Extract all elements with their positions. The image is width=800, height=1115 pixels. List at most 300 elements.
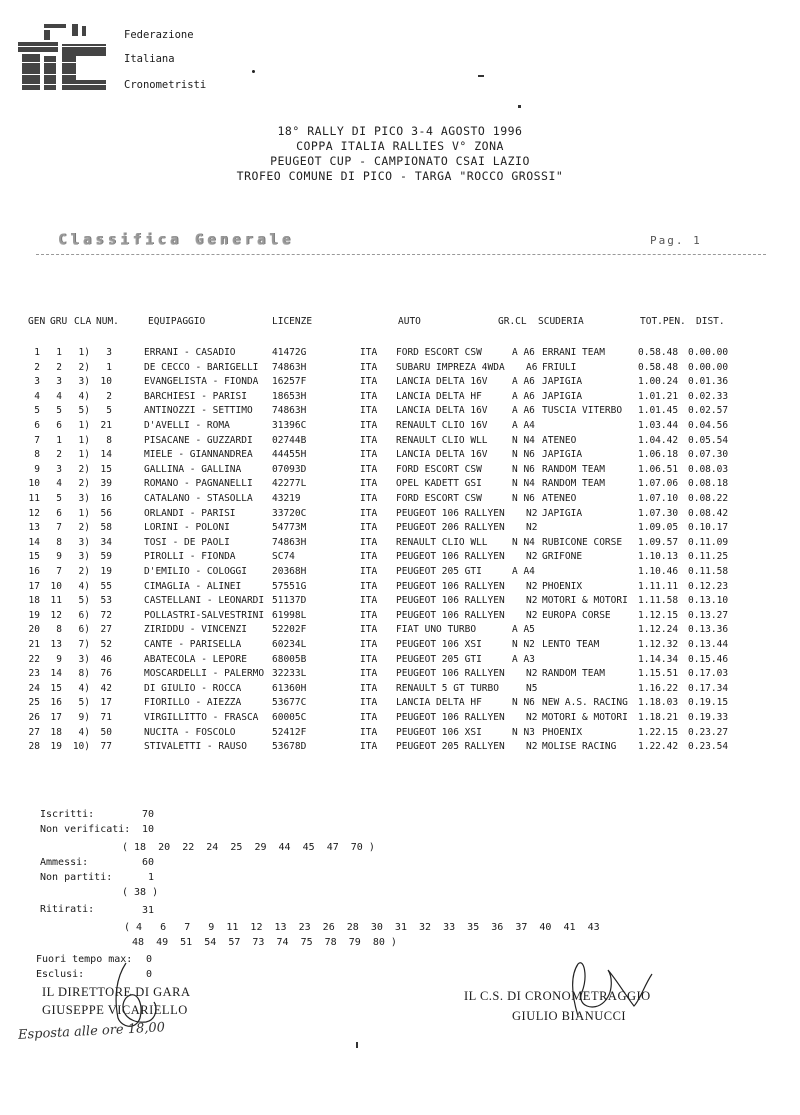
table-row bbox=[0, 419, 800, 433]
cell-auto: RENAULT CLIO 16V bbox=[396, 420, 488, 431]
cell-gru: 7 bbox=[56, 566, 62, 577]
cell-nation: ITA bbox=[360, 566, 378, 577]
cell-gen: 13 bbox=[28, 522, 40, 534]
cell-cla: 4) bbox=[78, 580, 90, 592]
cell-gen: 21 bbox=[28, 639, 40, 650]
cell-gen: 22 bbox=[28, 653, 40, 665]
cell-num: 8 bbox=[106, 434, 112, 446]
table-row bbox=[0, 638, 800, 652]
cell-gru: 10 bbox=[50, 580, 62, 592]
table-row bbox=[0, 463, 800, 477]
cell-equipaggio: CANTE - PARISELLA bbox=[144, 639, 242, 650]
cell-gen: 4 bbox=[34, 390, 40, 402]
cell-licenze: 60234L bbox=[272, 639, 307, 650]
cell-gru: 18 bbox=[50, 726, 62, 738]
scan-speck bbox=[518, 105, 521, 108]
table-row bbox=[0, 361, 800, 375]
event-subtitle-2: PEUGEOT CUP - CAMPIONATO CSAI LAZIO bbox=[270, 154, 530, 168]
ritirati-list-1: ( 4 6 7 9 11 12 13 23 26 28 30 31 32 33 35 36 37 40 41 43 bbox=[124, 922, 600, 933]
nonpartiti-list: ( 38 ) bbox=[122, 887, 159, 898]
cell-totpen: 1.00.24 bbox=[638, 376, 679, 388]
cell-grcl: N2 bbox=[526, 741, 538, 753]
cell-dist: 0.23.27 bbox=[688, 726, 729, 738]
cell-auto: PEUGEOT 106 RALLYEN bbox=[396, 609, 505, 621]
cell-num: 42 bbox=[100, 682, 112, 694]
cell-gru: 9 bbox=[56, 653, 62, 665]
cell-auto: FORD ESCORT CSW bbox=[396, 493, 482, 504]
cell-cla: 4) bbox=[78, 390, 90, 402]
title-divider bbox=[36, 254, 766, 255]
cell-licenze: 20368H bbox=[272, 566, 307, 577]
director-name: GIUSEPPE VICARIELLO bbox=[42, 1003, 188, 1017]
cell-cla: 4) bbox=[78, 682, 90, 694]
cell-equipaggio: STIVALETTI - RAUSO bbox=[144, 741, 247, 753]
cell-num: 55 bbox=[100, 580, 112, 592]
cell-licenze: 61998L bbox=[272, 609, 307, 621]
cell-dist: 0.13.10 bbox=[688, 595, 729, 607]
cell-nation: ITA bbox=[360, 434, 378, 446]
table-row bbox=[0, 390, 800, 404]
cell-gen: 25 bbox=[28, 697, 40, 709]
cell-grcl: N2 bbox=[526, 668, 538, 680]
cell-totpen: 1.12.32 bbox=[638, 639, 679, 650]
table-row bbox=[0, 623, 800, 637]
cell-nation: ITA bbox=[360, 580, 378, 592]
cell-cla: 2) bbox=[78, 478, 90, 490]
cell-scuderia: MOTORI & MOTORI bbox=[542, 595, 628, 607]
cell-grcl: N2 bbox=[526, 580, 538, 592]
cell-equipaggio: TOSI - DE PAOLI bbox=[144, 536, 230, 548]
cell-totpen: 1.22.42 bbox=[638, 741, 679, 753]
cell-gen: 23 bbox=[28, 668, 40, 680]
cell-equipaggio: BARCHIESI - PARISI bbox=[144, 390, 247, 402]
director-title: IL DIRETTORE DI GARA bbox=[42, 985, 191, 999]
cell-scuderia: FRIULI bbox=[542, 361, 577, 373]
cell-scuderia: JAPIGIA bbox=[542, 376, 583, 388]
ammessi-label: Ammessi: bbox=[40, 857, 89, 868]
cell-nation: ITA bbox=[360, 697, 378, 709]
cell-totpen: 1.07.10 bbox=[638, 493, 679, 504]
cell-dist: 0.04.56 bbox=[688, 420, 729, 431]
cell-num: 27 bbox=[100, 624, 112, 636]
cell-cla: 10) bbox=[72, 741, 90, 753]
cell-num: 19 bbox=[100, 566, 112, 577]
cell-equipaggio: PIROLLI - FIONDA bbox=[144, 551, 236, 563]
cell-equipaggio: CIMAGLIA - ALINEI bbox=[144, 580, 242, 592]
cell-equipaggio: ANTINOZZI - SETTIMO bbox=[144, 405, 253, 417]
cell-nation: ITA bbox=[360, 726, 378, 738]
cell-gru: 1 bbox=[56, 347, 62, 358]
table-row bbox=[0, 375, 800, 389]
cell-num: 16 bbox=[100, 493, 112, 504]
cell-licenze: 07093D bbox=[272, 463, 307, 475]
cell-totpen: 1.07.30 bbox=[638, 507, 679, 519]
cell-num: 56 bbox=[100, 507, 112, 519]
scan-speck bbox=[478, 75, 484, 77]
cell-auto: FORD ESCORT CSW bbox=[396, 463, 482, 475]
cell-num: 72 bbox=[100, 609, 112, 621]
cell-nation: ITA bbox=[360, 624, 378, 636]
cell-scuderia: ATENEO bbox=[542, 493, 577, 504]
cell-auto: PEUGEOT 106 RALLYEN bbox=[396, 668, 505, 680]
cell-equipaggio: LORINI - POLONI bbox=[144, 522, 230, 534]
cell-nation: ITA bbox=[360, 507, 378, 519]
table-row bbox=[0, 550, 800, 564]
cell-licenze: 68005B bbox=[272, 653, 307, 665]
table-row bbox=[0, 492, 800, 506]
cell-num: 2 bbox=[106, 390, 112, 402]
cell-equipaggio: NUCITA - FOSCOLO bbox=[144, 726, 236, 738]
cell-licenze: 31396C bbox=[272, 420, 307, 431]
fuori-tempo-label: Fuori tempo max: bbox=[36, 954, 133, 965]
col-licenze: LICENZE bbox=[272, 316, 313, 327]
cell-scuderia: NEW A.S. RACING bbox=[542, 697, 628, 709]
cell-gen: 18 bbox=[28, 595, 40, 607]
cell-dist: 0.08.18 bbox=[688, 478, 729, 490]
cell-gru: 11 bbox=[50, 595, 62, 607]
ritirati-list-2: 48 49 51 54 57 73 74 75 78 79 80 ) bbox=[132, 937, 397, 948]
cell-dist: 0.19.33 bbox=[688, 712, 729, 723]
cell-gru: 19 bbox=[50, 741, 62, 753]
cell-licenze: 41472G bbox=[272, 347, 307, 358]
table-row bbox=[0, 346, 800, 360]
cell-scuderia: RUBICONE CORSE bbox=[542, 536, 623, 548]
cell-auto: PEUGEOT 106 RALLYEN bbox=[396, 580, 505, 592]
cell-nation: ITA bbox=[360, 493, 378, 504]
cell-equipaggio: MOSCARDELLI - PALERMO bbox=[144, 668, 265, 680]
cell-grcl: A A4 bbox=[512, 420, 535, 431]
nonpartiti-value: 1 bbox=[148, 872, 155, 883]
cell-gru: 9 bbox=[56, 551, 62, 563]
cell-totpen: 1.04.42 bbox=[638, 434, 679, 446]
col-auto: AUTO bbox=[398, 316, 421, 327]
handwritten-note: Esposta alle ore 18,00 bbox=[17, 1020, 166, 1043]
cell-auto: RENAULT 5 GT TURBO bbox=[396, 682, 499, 694]
cell-auto: OPEL KADETT GSI bbox=[396, 478, 482, 490]
col-equipaggio: EQUIPAGGIO bbox=[148, 316, 206, 327]
col-gen: GEN bbox=[28, 316, 46, 327]
cell-scuderia: ERRANI TEAM bbox=[542, 347, 605, 358]
cell-gen: 9 bbox=[34, 463, 40, 475]
table-row bbox=[0, 682, 800, 696]
cell-grcl: A A3 bbox=[512, 653, 535, 665]
cell-cla: 9) bbox=[78, 712, 90, 723]
cell-cla: 5) bbox=[78, 405, 90, 417]
cell-auto: LANCIA DELTA 16V bbox=[396, 376, 488, 388]
table-row bbox=[0, 507, 800, 521]
cell-nation: ITA bbox=[360, 522, 378, 534]
cell-cla: 6) bbox=[78, 624, 90, 636]
event-title: 18° RALLY DI PICO 3-4 AGOSTO 1996 bbox=[277, 124, 523, 138]
cell-dist: 0.19.15 bbox=[688, 697, 729, 709]
cell-scuderia: PHOENIX bbox=[542, 726, 583, 738]
cell-licenze: 54773M bbox=[272, 522, 307, 534]
col-num: NUM. bbox=[96, 316, 119, 327]
classification-title: Classifica Generale bbox=[58, 232, 295, 248]
table-row bbox=[0, 653, 800, 667]
cell-equipaggio: CASTELLANI - LEONARDI bbox=[144, 595, 265, 607]
cell-auto: RENAULT CLIO WLL bbox=[396, 536, 488, 548]
cell-nation: ITA bbox=[360, 595, 378, 607]
cell-num: 39 bbox=[100, 478, 112, 490]
cell-cla: 2) bbox=[78, 522, 90, 534]
cell-cla: 5) bbox=[78, 697, 90, 709]
cell-equipaggio: POLLASTRI-SALVESTRINI bbox=[144, 609, 265, 621]
cell-nation: ITA bbox=[360, 463, 378, 475]
cell-equipaggio: ORLANDI - PARISI bbox=[144, 507, 236, 519]
cell-dist: 0.08.22 bbox=[688, 493, 729, 504]
cell-num: 58 bbox=[100, 522, 112, 534]
cell-auto: RENAULT CLIO WLL bbox=[396, 434, 488, 446]
cell-dist: 0.11.25 bbox=[688, 551, 729, 563]
col-scuderia: SCUDERIA bbox=[538, 316, 584, 327]
cell-grcl: N N4 bbox=[512, 536, 535, 548]
cell-cla: 1) bbox=[78, 449, 90, 461]
cell-licenze: 74863H bbox=[272, 361, 307, 373]
cell-dist: 0.00.00 bbox=[688, 347, 729, 358]
cell-scuderia: MOLISE RACING bbox=[542, 741, 617, 753]
esclusi-value: 0 bbox=[146, 969, 153, 980]
cell-num: 46 bbox=[100, 653, 112, 665]
cell-equipaggio: FIORILLO - AIEZZA bbox=[144, 697, 242, 709]
cell-totpen: 1.06.18 bbox=[638, 449, 679, 461]
cell-totpen: 1.11.11 bbox=[638, 580, 679, 592]
cell-gru: 5 bbox=[56, 493, 62, 504]
cell-auto: LANCIA DELTA HF bbox=[396, 697, 482, 709]
cell-gen: 24 bbox=[28, 682, 40, 694]
cell-totpen: 1.18.03 bbox=[638, 697, 679, 709]
scan-speck bbox=[252, 70, 255, 73]
iscritti-value: 70 bbox=[142, 809, 155, 820]
cell-gru: 17 bbox=[50, 712, 62, 723]
cell-scuderia: RANDOM TEAM bbox=[542, 478, 605, 490]
scan-speck bbox=[356, 1042, 358, 1048]
cell-dist: 0.15.46 bbox=[688, 653, 729, 665]
cell-num: 77 bbox=[100, 741, 112, 753]
cell-gru: 4 bbox=[56, 478, 62, 490]
cell-totpen: 1.07.06 bbox=[638, 478, 679, 490]
table-row bbox=[0, 726, 800, 740]
timekeeper-signature bbox=[548, 956, 668, 1028]
cell-totpen: 0.58.48 bbox=[638, 347, 679, 358]
cell-num: 59 bbox=[100, 551, 112, 563]
cell-dist: 0.17.34 bbox=[688, 682, 729, 694]
cell-grcl: N5 bbox=[526, 682, 538, 694]
cell-auto: LANCIA DELTA HF bbox=[396, 390, 482, 402]
cell-cla: 6) bbox=[78, 609, 90, 621]
cell-scuderia: GRIFONE bbox=[542, 551, 583, 563]
cell-gru: 8 bbox=[56, 624, 62, 636]
cell-scuderia: EUROPA CORSE bbox=[542, 609, 611, 621]
cell-grcl: A A6 bbox=[512, 347, 535, 358]
table-row bbox=[0, 667, 800, 681]
cell-licenze: 42277L bbox=[272, 478, 307, 490]
cell-equipaggio: D'AVELLI - ROMA bbox=[144, 420, 230, 431]
table-row bbox=[0, 594, 800, 608]
cell-grcl: N2 bbox=[526, 522, 538, 534]
cell-licenze: 74863H bbox=[272, 405, 307, 417]
cell-equipaggio: ABATECOLA - LEPORE bbox=[144, 653, 247, 665]
cell-equipaggio: ZIRIDDU - VINCENZI bbox=[144, 624, 247, 636]
cell-grcl: A A6 bbox=[512, 376, 535, 388]
cell-licenze: 52202F bbox=[272, 624, 307, 636]
cell-gru: 5 bbox=[56, 405, 62, 417]
cell-nation: ITA bbox=[360, 639, 378, 650]
cell-licenze: 53677C bbox=[272, 697, 307, 709]
cell-grcl: N2 bbox=[526, 507, 538, 519]
table-row bbox=[0, 536, 800, 550]
cell-auto: PEUGEOT 205 GTI bbox=[396, 653, 482, 665]
cell-cla: 5) bbox=[78, 595, 90, 607]
cell-num: 21 bbox=[100, 420, 112, 431]
col-cla: CLA bbox=[74, 316, 92, 327]
org-name-line2: Italiana bbox=[124, 53, 175, 65]
cell-totpen: 1.14.34 bbox=[638, 653, 679, 665]
cell-auto: PEUGEOT 106 RALLYEN bbox=[396, 595, 505, 607]
nonpartiti-label: Non partiti: bbox=[40, 872, 113, 883]
cell-gru: 6 bbox=[56, 507, 62, 519]
cell-licenze: 02744B bbox=[272, 434, 307, 446]
cell-licenze: 57551G bbox=[272, 580, 307, 592]
timekeeper-name: GIULIO BIANUCCI bbox=[512, 1009, 627, 1023]
cell-dist: 0.00.00 bbox=[688, 361, 729, 373]
cell-equipaggio: DI GIULIO - ROCCA bbox=[144, 682, 242, 694]
col-gru: GRU bbox=[50, 316, 68, 327]
ritirati-label: Ritirati: bbox=[40, 904, 95, 915]
cell-dist: 0.11.09 bbox=[688, 536, 729, 548]
cell-gen: 27 bbox=[28, 726, 40, 738]
cell-auto: PEUGEOT 205 RALLYEN bbox=[396, 741, 505, 753]
ritirati-value: 31 bbox=[142, 905, 155, 916]
cell-auto: LANCIA DELTA 16V bbox=[396, 405, 488, 417]
table-row bbox=[0, 580, 800, 594]
cell-auto: PEUGEOT 106 RALLYEN bbox=[396, 712, 505, 723]
cell-equipaggio: ROMANO - PAGNANELLI bbox=[144, 478, 253, 490]
cell-auto: PEUGEOT 206 RALLYEN bbox=[396, 522, 505, 534]
cell-num: 53 bbox=[100, 595, 112, 607]
cell-totpen: 1.01.45 bbox=[638, 405, 679, 417]
cell-licenze: 51137D bbox=[272, 595, 307, 607]
fic-logo bbox=[18, 22, 110, 92]
cell-auto: LANCIA DELTA 16V bbox=[396, 449, 488, 461]
cell-grcl: N N6 bbox=[512, 463, 535, 475]
cell-gru: 13 bbox=[50, 639, 62, 650]
cell-dist: 0.07.30 bbox=[688, 449, 729, 461]
cell-gen: 20 bbox=[28, 624, 40, 636]
cell-licenze: 52412F bbox=[272, 726, 307, 738]
cell-auto: PEUGEOT 205 GTI bbox=[396, 566, 482, 577]
cell-nation: ITA bbox=[360, 361, 378, 373]
cell-num: 10 bbox=[100, 376, 112, 388]
cell-nation: ITA bbox=[360, 551, 378, 563]
cell-auto: FIAT UNO TURBO bbox=[396, 624, 477, 636]
table-row bbox=[0, 404, 800, 418]
cell-cla: 1) bbox=[78, 347, 90, 358]
cell-licenze: 44455H bbox=[272, 449, 307, 461]
cell-dist: 0.23.54 bbox=[688, 741, 729, 753]
cell-nation: ITA bbox=[360, 449, 378, 461]
cell-num: 14 bbox=[100, 449, 112, 461]
cell-cla: 1) bbox=[78, 507, 90, 519]
cell-gru: 3 bbox=[56, 376, 62, 388]
cell-licenze: 61360H bbox=[272, 682, 307, 694]
table-row bbox=[0, 609, 800, 623]
cell-gru: 3 bbox=[56, 463, 62, 475]
cell-cla: 3) bbox=[78, 536, 90, 548]
cell-totpen: 1.10.46 bbox=[638, 566, 679, 577]
col-dist: DIST. bbox=[696, 316, 725, 327]
cell-gru: 1 bbox=[56, 434, 62, 446]
cell-num: 1 bbox=[106, 361, 112, 373]
cell-licenze: 74863H bbox=[272, 536, 307, 548]
cell-totpen: 1.03.44 bbox=[638, 420, 679, 431]
cell-nation: ITA bbox=[360, 668, 378, 680]
cell-auto: SUBARU IMPREZA 4WDA bbox=[396, 361, 505, 373]
cell-gru: 6 bbox=[56, 420, 62, 431]
nonverificati-list: ( 18 20 22 24 25 29 44 45 47 70 ) bbox=[122, 842, 375, 853]
cell-auto: PEUGEOT 106 RALLYEN bbox=[396, 507, 505, 519]
cell-equipaggio: ERRANI - CASADIO bbox=[144, 347, 236, 358]
cell-equipaggio: PISACANE - GUZZARDI bbox=[144, 434, 253, 446]
cell-scuderia: LENTO TEAM bbox=[542, 639, 600, 650]
cell-totpen: 1.22.15 bbox=[638, 726, 679, 738]
cell-nation: ITA bbox=[360, 741, 378, 753]
cell-cla: 2) bbox=[78, 463, 90, 475]
cell-equipaggio: MIELE - GIANNANDREA bbox=[144, 449, 253, 461]
org-name-line1: Federazione bbox=[124, 29, 194, 41]
cell-totpen: 1.10.13 bbox=[638, 551, 679, 563]
cell-grcl: A6 bbox=[526, 361, 538, 373]
cell-cla: 2) bbox=[78, 361, 90, 373]
cell-totpen: 1.12.24 bbox=[638, 624, 679, 636]
iscritti-label: Iscritti: bbox=[40, 809, 95, 820]
cell-grcl: N2 bbox=[526, 609, 538, 621]
cell-gru: 8 bbox=[56, 536, 62, 548]
cell-gen: 15 bbox=[28, 551, 40, 563]
cell-totpen: 1.11.58 bbox=[638, 595, 679, 607]
table-row bbox=[0, 565, 800, 579]
ammessi-value: 60 bbox=[142, 857, 155, 868]
cell-scuderia: TUSCIA VITERBO bbox=[542, 405, 623, 417]
col-totpen: TOT.PEN. bbox=[640, 316, 686, 327]
page-number: Pag. 1 bbox=[650, 234, 702, 247]
cell-grcl: A A4 bbox=[512, 566, 535, 577]
cell-scuderia: MOTORI & MOTORI bbox=[542, 712, 628, 723]
cell-nation: ITA bbox=[360, 478, 378, 490]
cell-licenze: 53678D bbox=[272, 741, 307, 753]
cell-gru: 7 bbox=[56, 522, 62, 534]
cell-gru: 12 bbox=[50, 609, 62, 621]
cell-grcl: N N6 bbox=[512, 697, 535, 709]
cell-totpen: 1.09.57 bbox=[638, 536, 679, 548]
cell-gen: 5 bbox=[34, 405, 40, 417]
cell-cla: 1) bbox=[78, 420, 90, 431]
cell-dist: 0.05.54 bbox=[688, 434, 729, 446]
cell-cla: 3) bbox=[78, 551, 90, 563]
cell-licenze: 33720C bbox=[272, 507, 307, 519]
cell-gen: 19 bbox=[28, 609, 40, 621]
cell-nation: ITA bbox=[360, 376, 378, 388]
cell-equipaggio: DE CECCO - BARIGELLI bbox=[144, 361, 259, 373]
nonverificati-value: 10 bbox=[142, 824, 155, 835]
cell-gen: 12 bbox=[28, 507, 40, 519]
cell-num: 71 bbox=[100, 712, 112, 723]
cell-scuderia: PHOENIX bbox=[542, 580, 583, 592]
table-row bbox=[0, 434, 800, 448]
cell-nation: ITA bbox=[360, 609, 378, 621]
cell-num: 76 bbox=[100, 668, 112, 680]
table-row bbox=[0, 521, 800, 535]
